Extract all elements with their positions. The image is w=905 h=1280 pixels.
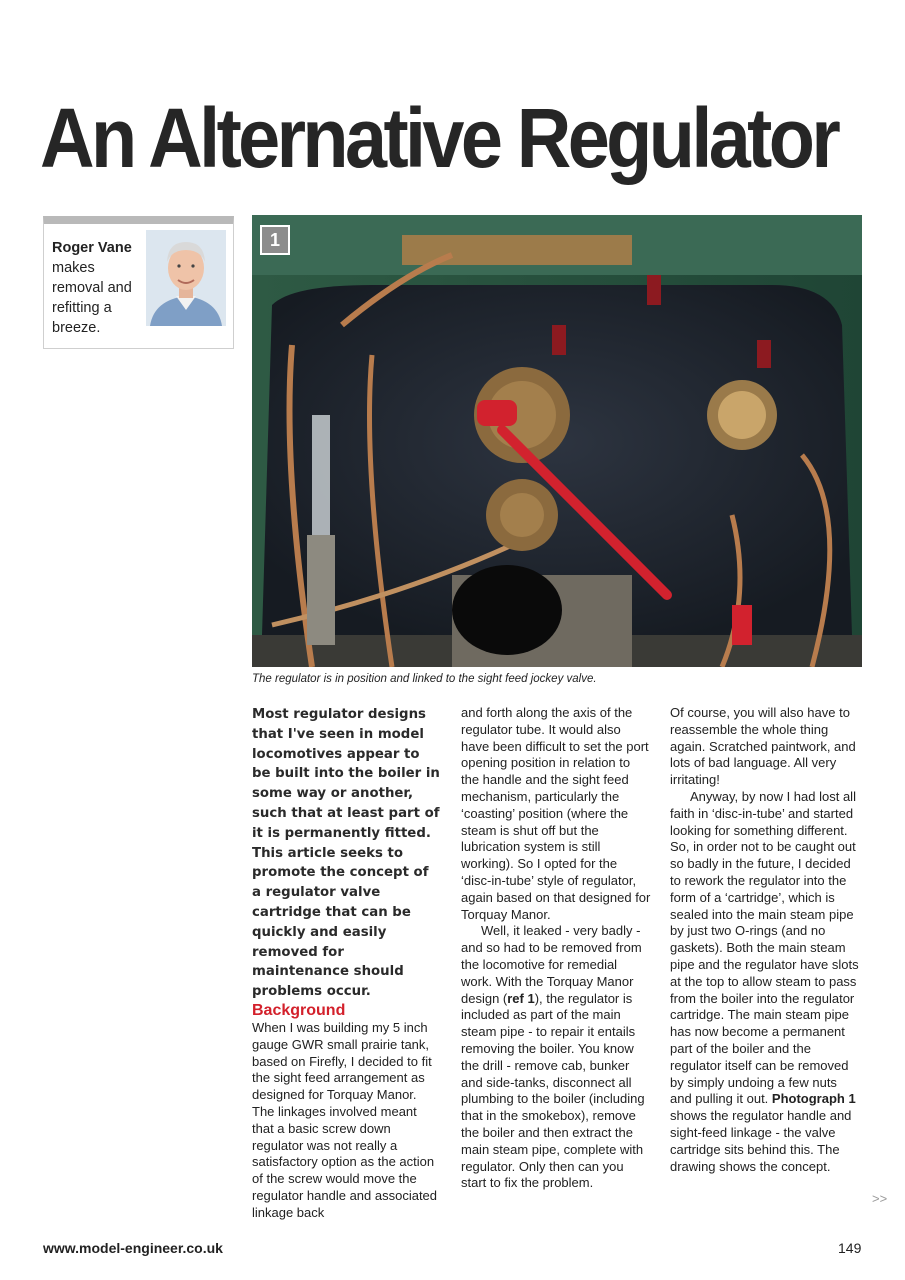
body-paragraph-1-cont: and forth along the axis of the regulator tube. It would also have been difficult to set the port opening position in relation to the handle and the sight feed mechanism, particularly the ‘coasting’ position (where the steam is shut off but the lubrication system is still working). So I opted for the ‘disc-in-tube’ style of regulator, again based on that designed for Torquay Manor. — [461, 705, 651, 922]
author-byline — [52, 238, 142, 338]
body-paragraph-1: When I was building my 5 inch gauge GWR small prairie tank, based on Firefly, I decided to fit the sight feed arrangement as designed for Torquay Manor. The linkages involved meant that a basic screw down regulator was not really a satisfactory option as the action of the screw would move the regulator handle and associated linkage back — [252, 1019, 438, 1220]
body-paragraph-2 — [461, 923, 651, 1192]
author-box — [43, 216, 234, 349]
body-paragraph-3: Of course, you will also have to reassemble the whole thing again. Scratched paintwork, and lots of bad language. All very irritating! — [670, 705, 856, 788]
reference-1: ref 1 — [507, 990, 535, 1006]
photograph-ref: Photograph 1 — [771, 1091, 856, 1107]
p4-text-b: shows the regulator handle and sight-feed linkage - the valve cartridge sits behind this. The drawing shows the concept. — [670, 1108, 852, 1174]
photo-caption: The regulator is in position and linked to the sight feed jockey valve. — [252, 673, 597, 685]
column-2 — [461, 705, 651, 1192]
article-title: An Alternative Regulator — [40, 91, 838, 185]
continue-arrow: >> — [872, 1191, 888, 1206]
footer-url[interactable]: www.model-engineer.co.uk — [43, 1240, 223, 1256]
page-number: 149 — [838, 1240, 862, 1256]
p4-text-a: Anyway, by now I had lost all faith in ‘disc-in-tube’ and started looking for something different. So, in order not to be caught out so badly in the future, I decided to rework the regulator into the form of a ‘cartridge’, which is sealed into the main steam pipe by just two O-rings (and no gaskets). Both the main steam pipe and the regulator have slots at the top to allow steam to pass from the boiler into the regulator cartridge. The main steam pipe has now become a permanent part of the boiler and the regulator itself can be removed by simply undoing a few nuts and pulling it out. — [670, 788, 859, 1107]
author-name: Roger Vane — [52, 240, 132, 256]
column-3 — [670, 705, 860, 1175]
intro-paragraph: Most regulator designs that I've seen in model locomotives appear to be built into the boiler in some way or another, such that at least part of it is permanently fitted. This article seeks to promote the concept of a regulator valve cartridge that can be quickly and easily removed for maintenance should problems occur. — [252, 707, 440, 1000]
p2-text-b: ), the regulator is included as part of the main steam pipe - to repair it entails removing the boiler. You know the drill - remove cab, bunker and side-tanks, disconnect all plumbing to the boiler (including that in the smokebox), remove the boiler and then extract the main steam pipe, complete with regulator. Only then can you start to fix the problem. — [461, 990, 645, 1191]
article-photo — [252, 215, 862, 667]
column-1 — [252, 705, 442, 1222]
p2-text-a: Well, it leaked - very badly - and so had to be removed from the locomotive for remedial work. With the Torquay Manor design ( — [461, 923, 642, 1006]
body-paragraph-4 — [670, 789, 860, 1175]
author-blurb: makes removal and refitting a breeze. — [52, 260, 132, 336]
locomotive-backhead-image — [252, 215, 862, 667]
section-heading: Background — [252, 1001, 346, 1019]
photo-number-badge: 1 — [260, 225, 290, 255]
author-portrait — [146, 230, 226, 326]
